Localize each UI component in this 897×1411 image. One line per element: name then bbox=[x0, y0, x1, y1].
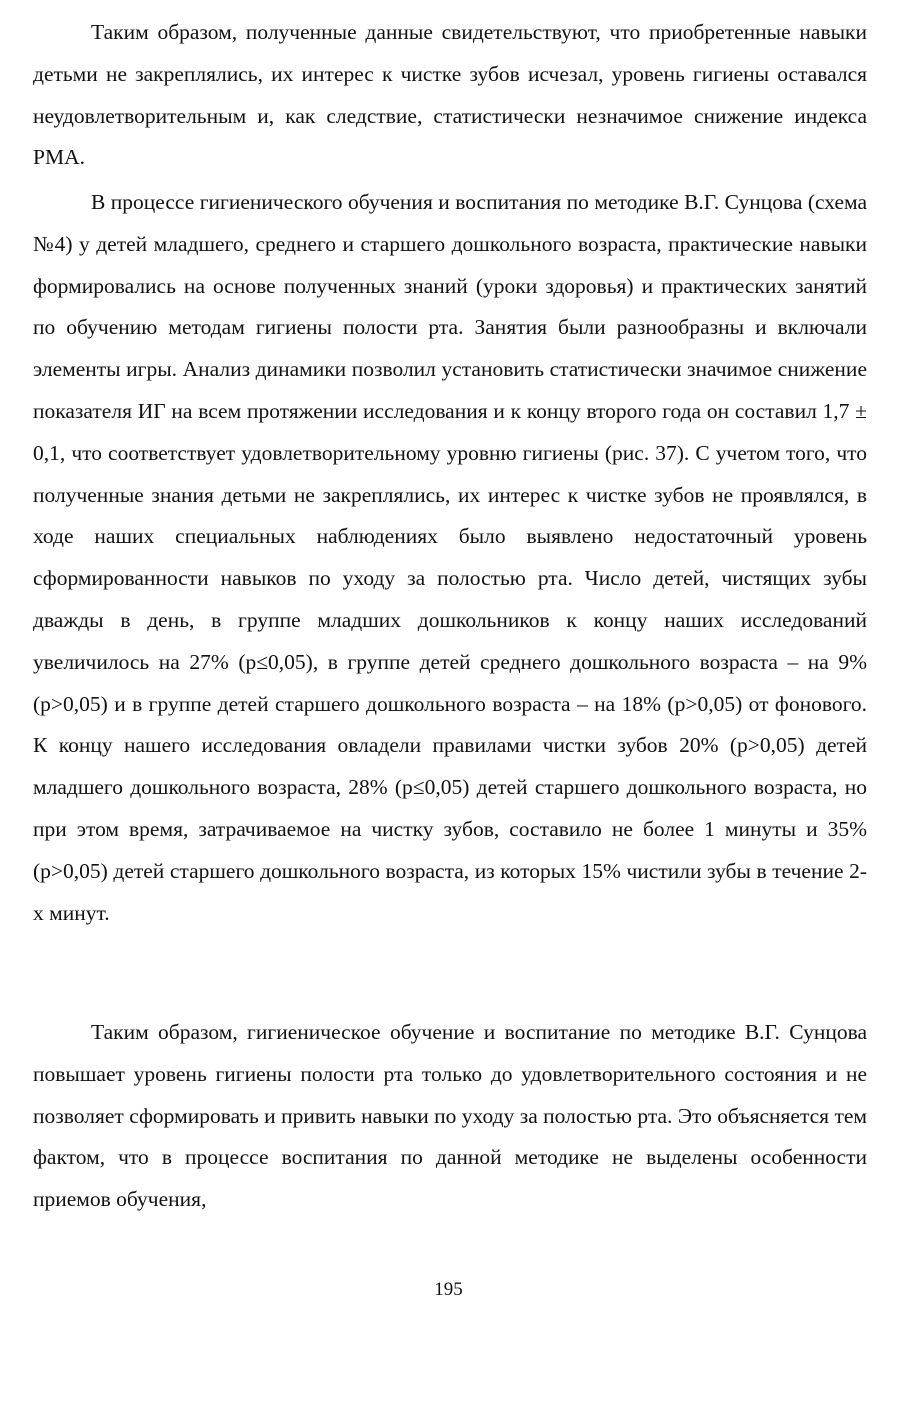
paragraph-conclusion-1: Таким образом, полученные данные свидетельствуют, что приобретенные навыки детьми не закреплялись, их интерес к чистке зубов исчезал, уровень гигиены оставался неудовлетворительным и, как следствие, статистически незначимое снижение индекса РМА. bbox=[33, 20, 867, 170]
paragraph-conclusion-2: Таким образом, гигиеническое обучение и воспитание по методике В.Г. Сунцова повышает уровень гигиены полости рта только до удовлетворительного состояния и не позволяет сформировать и привить навыки по уходу за полостью рта. Это объясняется тем фактом, что в процессе воспитания по данной методике не выделены особенности приемов обучения, bbox=[33, 1020, 867, 1212]
paragraph-suntsov-method: В процессе гигиенического обучения и воспитания по методике В.Г. Сунцова (схема №4) у детей младшего, среднего и старшего дошкольного возраста, практические навыки формировались на основе полученных знаний (уроки здоровья) и практических занятий по обучению методам гигиены полости рта. Занятия были разнообразны и включали элементы игры. Анализ динамики позволил установить статистически значимое снижение показателя ИГ на всем протяжении исследования и к концу второго года он составил 1,7 ± 0,1, что соответствует удовлетворительному уровню гигиены (рис. 37). С учетом того, что полученные знания детьми не закреплялись, их интерес к чистке зубов не проявлялся, в ходе наших специальных наблюдениях было выявлено недостаточный уровень сформированности навыков по уходу за полостью рта. Число детей, чистящих зубы дважды в день, в группе младших дошкольников к концу наших исследований увеличилось на 27% (p≤0,05), в группе детей среднего дошкольного возраста – на 9% (p>0,05) и в группе детей старшего дошкольного возраста – на 18% (p>0,05) от фонового. К концу нашего исследования овладели правилами чистки зубов 20% (p>0,05) детей младшего дошкольного возраста, 28% (p≤0,05) детей старшего дошкольного возраста, но при этом время, затрачиваемое на чистку зубов, составило не более 1 минуты и 35% (p>0,05) детей старшего дошкольного возраста, из которых 15% чистили зубы в течение 2-х минут. bbox=[33, 190, 867, 925]
page-number: 195 bbox=[434, 1279, 463, 1300]
